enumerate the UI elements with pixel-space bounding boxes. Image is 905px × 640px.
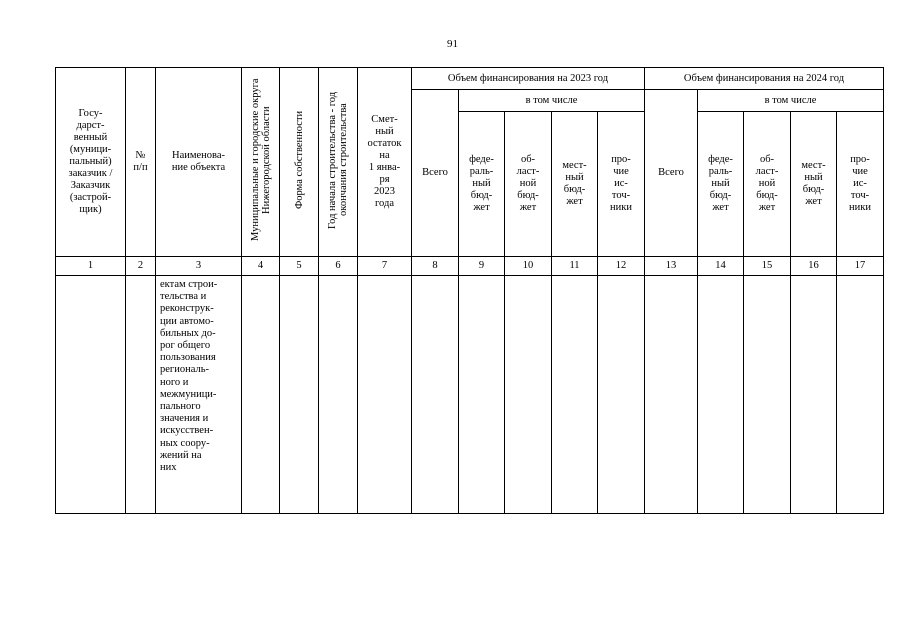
financing-table bbox=[55, 67, 884, 514]
header-ownership-form: Форма собственности bbox=[293, 110, 305, 210]
header-regional-2023: об- ласт- ной бюд- жет bbox=[505, 112, 552, 257]
header-including-2024: в том числе bbox=[698, 90, 884, 112]
header-object-name: Наименова- ние объекта bbox=[156, 68, 242, 257]
header-total-2024: Всего bbox=[645, 90, 698, 257]
column-number: 10 bbox=[505, 257, 552, 276]
header-federal-2023: феде- раль- ный бюд- жет bbox=[459, 112, 505, 257]
cell-municipal bbox=[242, 276, 280, 514]
column-number: 5 bbox=[280, 257, 319, 276]
header-local-2024: мест- ный бюд- жет bbox=[791, 112, 837, 257]
cell-local-2024 bbox=[791, 276, 837, 514]
column-number: 1 bbox=[56, 257, 126, 276]
header-federal-2024: феде- раль- ный бюд- жет bbox=[698, 112, 744, 257]
page-number: 91 bbox=[447, 38, 458, 50]
column-number: 13 bbox=[645, 257, 698, 276]
cell-object-name: ектам строи- тельства и реконструк- ции автомо- бильных до- рог общего пользования региональ- ного и межмуници- пального значения и искусствен- ных соору- жений на них bbox=[156, 276, 242, 514]
cell-federal-2023 bbox=[459, 276, 505, 514]
header-funding-2024: Объем финансирования на 2024 год bbox=[645, 68, 884, 90]
header-other-2023: про- чие ис- точ- ники bbox=[598, 112, 645, 257]
header-customer: Госу- дарст- венный (муници- пальный) заказчик / Заказчик (застрой- щик) bbox=[56, 68, 126, 257]
column-number: 11 bbox=[552, 257, 598, 276]
column-number-row bbox=[56, 257, 884, 276]
cell-total-2023 bbox=[412, 276, 459, 514]
table-row bbox=[56, 276, 884, 514]
cell-years bbox=[319, 276, 358, 514]
header-other-2024: про- чие ис- точ- ники bbox=[837, 112, 884, 257]
cell-regional-2023 bbox=[505, 276, 552, 514]
cell-other-2023 bbox=[598, 276, 645, 514]
column-number: 9 bbox=[459, 257, 505, 276]
cell-local-2023 bbox=[552, 276, 598, 514]
header-local-2023: мест- ный бюд- жет bbox=[552, 112, 598, 257]
cell-federal-2024 bbox=[698, 276, 744, 514]
column-number: 6 bbox=[319, 257, 358, 276]
header-regional-2024: об- ласт- ной бюд- жет bbox=[744, 112, 791, 257]
column-number: 4 bbox=[242, 257, 280, 276]
cell-remainder bbox=[358, 276, 412, 514]
header-funding-2023: Объем финансирования на 2023 год bbox=[412, 68, 645, 90]
column-number: 2 bbox=[126, 257, 156, 276]
cell-number bbox=[126, 276, 156, 514]
cell-ownership bbox=[280, 276, 319, 514]
header-including-2023: в том числе bbox=[459, 90, 645, 112]
cell-total-2024 bbox=[645, 276, 698, 514]
column-number: 3 bbox=[156, 257, 242, 276]
header-total-2023: Всего bbox=[412, 90, 459, 257]
cell-regional-2024 bbox=[744, 276, 791, 514]
header-construction-years: Год начала строительства - год окончания строительства bbox=[327, 91, 349, 229]
column-number: 7 bbox=[358, 257, 412, 276]
column-number: 8 bbox=[412, 257, 459, 276]
header-number: № п/п bbox=[126, 68, 156, 257]
cell-other-2024 bbox=[837, 276, 884, 514]
header-municipal-districts: Муниципальные и городские округа Нижегородской области bbox=[249, 78, 272, 242]
column-number: 14 bbox=[698, 257, 744, 276]
column-number: 16 bbox=[791, 257, 837, 276]
column-number: 12 bbox=[598, 257, 645, 276]
header-estimated-remainder: Смет- ный остаток на 1 янва- ря 2023 года bbox=[358, 68, 412, 257]
cell-customer bbox=[56, 276, 126, 514]
column-number: 17 bbox=[837, 257, 884, 276]
column-number: 15 bbox=[744, 257, 791, 276]
